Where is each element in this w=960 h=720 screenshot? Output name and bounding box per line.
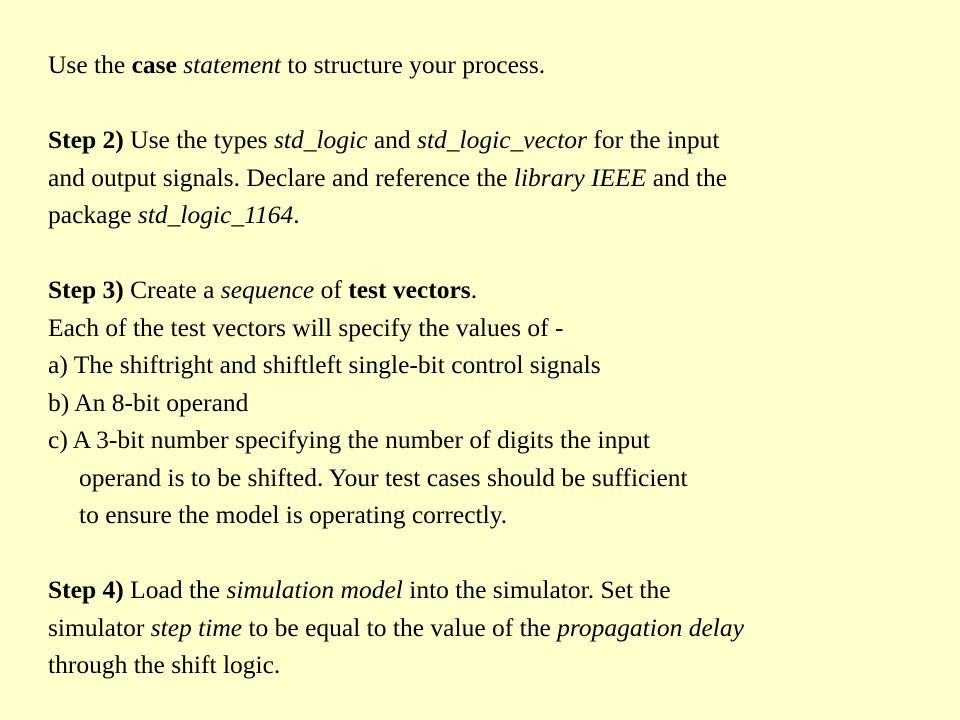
step3-item-c-3: to ensure the model is operating correctly. xyxy=(79,500,508,529)
step4-text: to be equal to the value of the xyxy=(242,612,558,642)
step2-text: and output signals. Declare and reference the xyxy=(48,162,514,192)
step2-line-2 xyxy=(48,159,940,197)
intro-text-end: to structure your process. xyxy=(280,50,546,79)
step3-text: . xyxy=(470,275,478,304)
term-propagation-delay: propagation delay xyxy=(557,612,744,642)
step2-text: . xyxy=(293,200,300,229)
step3-text: Create a xyxy=(123,275,221,304)
step3-item-c-1: c) A 3-bit number specifying the number of digits the input xyxy=(48,425,650,454)
term-simulation-model: simulation model xyxy=(226,575,403,604)
term-library-ieee: library IEEE xyxy=(513,162,647,192)
step3-line-1 xyxy=(48,271,940,309)
term-std-logic: std_logic xyxy=(273,125,368,154)
step2-text: package xyxy=(48,200,138,229)
step3-line-2: Each of the test vectors will specify the values of - xyxy=(48,312,564,342)
spacer xyxy=(48,234,940,272)
step2-label: Step 2) xyxy=(48,125,124,154)
step4-line-3: through the shift logic. xyxy=(48,650,281,679)
step2-line-1 xyxy=(48,121,940,159)
step4-text: into the simulator. Set the xyxy=(402,575,671,604)
keyword-case: case xyxy=(131,50,177,79)
step4-text: Load the xyxy=(123,575,227,604)
step4-label: Step 4) xyxy=(48,575,124,604)
keyword-statement: statement xyxy=(183,50,281,79)
step2-text: and the xyxy=(646,162,728,192)
step3-text: of xyxy=(314,275,349,304)
intro-line xyxy=(48,46,940,84)
term-test-vectors: test vectors xyxy=(348,275,471,304)
step2-text: for the input xyxy=(586,125,720,154)
term-std-logic-vector: std_logic_vector xyxy=(417,125,587,154)
step3-item-c-2: operand is to be shifted. Your test cases should be sufficient xyxy=(79,462,688,492)
step4-text: simulator xyxy=(48,612,151,642)
term-std-logic-1164: std_logic_1164 xyxy=(137,200,294,229)
step4-line-1 xyxy=(48,571,940,609)
step2-text: and xyxy=(367,125,418,154)
intro-text: Use the xyxy=(48,50,132,79)
step2-line-3 xyxy=(48,196,940,234)
spacer xyxy=(48,534,940,572)
step4-line-2 xyxy=(48,609,940,647)
step3-item-a: a) The shiftright and shiftleft single-bit control signals xyxy=(48,350,601,379)
spacer xyxy=(48,84,940,122)
term-step-time: step time xyxy=(150,612,243,642)
step2-text: Use the types xyxy=(123,125,274,154)
term-sequence: sequence xyxy=(220,275,315,304)
step3-item-b: b) An 8-bit operand xyxy=(48,387,249,417)
step3-label: Step 3) xyxy=(48,275,124,304)
